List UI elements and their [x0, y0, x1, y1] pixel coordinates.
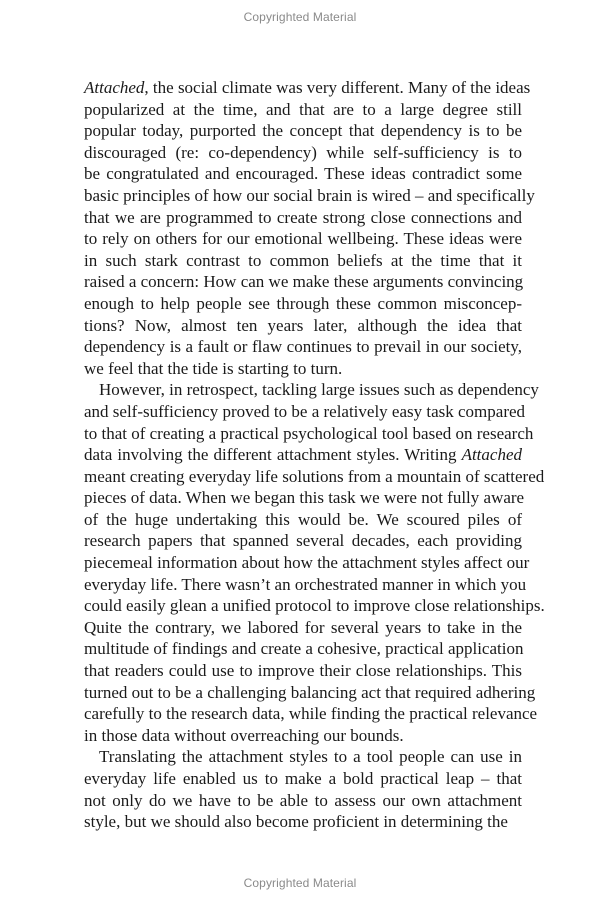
text-run: Translating the attachment styles to a tool people can use in	[99, 747, 522, 767]
text-line	[84, 487, 525, 509]
text-line	[84, 682, 536, 704]
text-line	[84, 703, 538, 725]
text-line	[84, 120, 522, 142]
text-run: popular today, purported the concept that dependency is to be	[84, 121, 522, 141]
text-run: meant creating everyday life solutions from a mountain of scattered	[84, 466, 545, 486]
text-run: and self-sufficiency proved to be a relatively easy task compared	[84, 401, 526, 421]
text-line	[84, 509, 522, 531]
text-line	[84, 315, 522, 337]
text-run: Quite the contrary, we labored for several years to take in the	[84, 617, 522, 637]
text-run: everyday life enabled us to make a bold practical leap – that	[84, 769, 522, 788]
text-run: in such stark contrast to common beliefs at the time that it	[84, 250, 522, 270]
text-line	[84, 77, 531, 99]
text-line	[84, 466, 545, 488]
copyright-watermark-top: Copyrighted Material	[243, 10, 357, 24]
text-run: to that of creating a practical psychological tool based on research	[84, 423, 534, 443]
text-line	[84, 768, 522, 790]
italic-title: Attached	[461, 445, 522, 465]
text-run: , the social climate was very different. Many of the ideas	[144, 78, 531, 97]
text-run: everyday life. There wasn’t an orchestrated manner in which you	[84, 574, 527, 594]
text-line	[84, 638, 522, 660]
paragraph	[84, 77, 535, 379]
paragraph	[84, 379, 545, 746]
text-run: not only do we have to be able to assess our own attachment	[84, 790, 522, 810]
text-line	[84, 142, 522, 164]
text-line	[84, 185, 535, 207]
text-run: in those data without overreaching our bounds.	[84, 725, 404, 745]
text-line	[84, 271, 522, 293]
text-line	[84, 595, 545, 617]
text-run: dependency is a fault or flaw continues to prevail in our society,	[84, 337, 522, 357]
text-line	[84, 250, 522, 272]
text-line	[84, 379, 539, 401]
text-run: However, in retrospect, tackling large issues such as dependency	[99, 380, 539, 400]
text-run: carefully to the research data, while finding the practical relevance	[84, 704, 538, 724]
text-run: of the huge undertaking this would be. We scoured piles of	[84, 509, 522, 529]
text-line	[84, 552, 530, 574]
text-run: to rely on others for our emotional wellbeing. These ideas were	[84, 229, 522, 249]
text-line	[84, 746, 522, 768]
copyright-watermark-bottom: Copyrighted Material	[243, 876, 357, 890]
text-line	[84, 574, 527, 596]
text-line	[84, 617, 522, 639]
paragraph	[84, 746, 522, 832]
text-line	[84, 444, 522, 466]
text-line	[84, 660, 522, 682]
text-run: be congratulated and encouraged. These ideas contradict some	[84, 164, 522, 184]
text-line	[84, 228, 522, 250]
text-line	[84, 163, 522, 185]
text-run: enough to help people see through these common misconcep-	[84, 293, 522, 313]
text-run: discouraged (re: co-dependency) while self-sufficiency is to	[84, 142, 522, 162]
text-run: basic principles of how our social brain is wired – and specifically	[84, 185, 535, 205]
italic-title: Attached	[84, 78, 145, 97]
text-run: data involving the different attachment styles. Writing	[84, 445, 462, 465]
text-run: that readers could use to improve their close relationships. This	[84, 661, 522, 681]
text-line	[84, 358, 522, 380]
text-run: tions? Now, almost ten years later, although the idea that	[84, 315, 522, 335]
text-run: could easily glean a unified protocol to improve close relationships.	[84, 596, 545, 616]
text-run: style, but we should also become proficient in determining the	[84, 812, 508, 832]
text-line	[84, 423, 534, 445]
text-line	[84, 207, 522, 229]
text-run: piecemeal information about how the attachment styles affect our	[84, 553, 530, 573]
text-run: research papers that spanned several decades, each providing	[84, 531, 522, 551]
page-body-text	[84, 77, 545, 833]
text-run: we feel that the tide is starting to turn.	[84, 358, 343, 378]
text-run: turned out to be a challenging balancing act that required adhering	[84, 682, 536, 702]
text-run: that we are programmed to create strong close connections and	[84, 207, 522, 227]
text-run: multitude of findings and create a cohesive, practical application	[84, 639, 524, 659]
text-line	[84, 530, 522, 552]
text-line	[84, 401, 526, 423]
text-line	[84, 725, 522, 747]
text-line	[84, 336, 522, 358]
text-line	[84, 99, 522, 121]
text-line	[84, 790, 522, 812]
text-line	[84, 811, 522, 833]
text-run: popularized at the time, and that are to a large degree still	[84, 99, 522, 119]
text-run: raised a concern: How can we make these arguments convincing	[84, 272, 524, 292]
text-line	[84, 293, 522, 315]
text-run: pieces of data. When we began this task we were not fully aware	[84, 488, 525, 508]
